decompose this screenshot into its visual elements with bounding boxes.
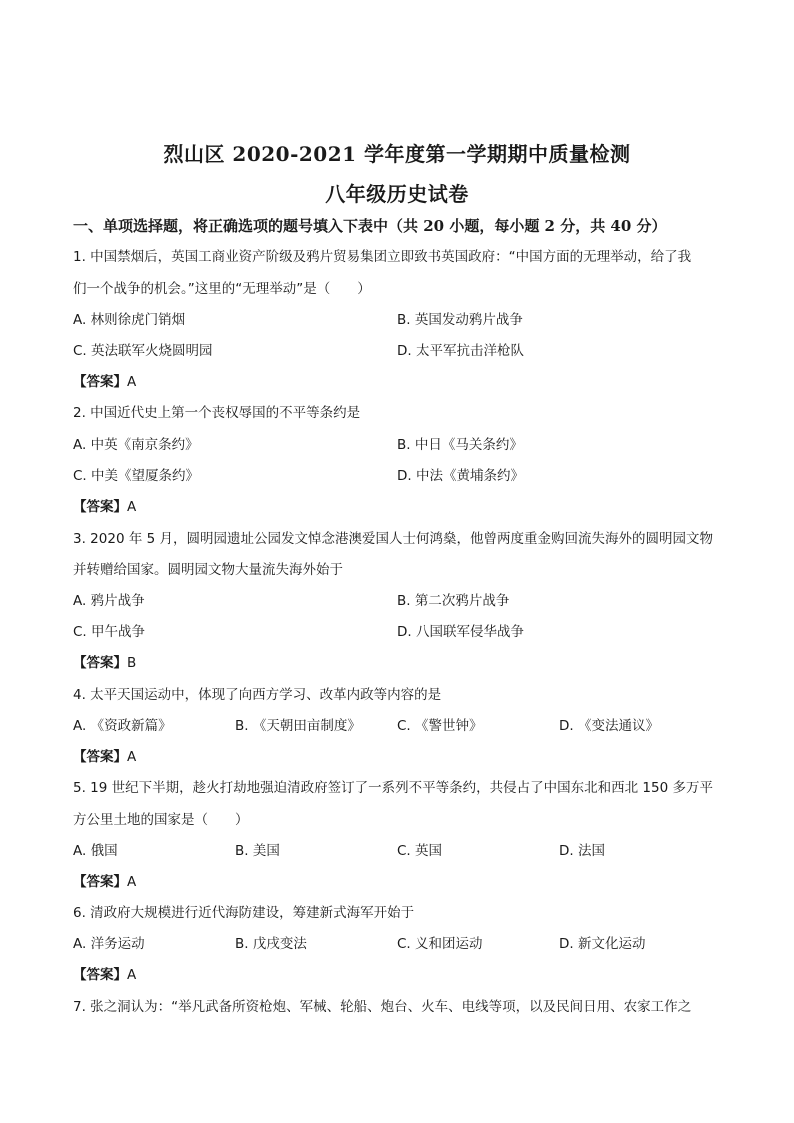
answer-label: 【答案】 [73, 749, 127, 765]
question-3-line-1: 3. 2020 年 5 月，圆明园遗址公园发文悼念港澳爱国人士何鸿燊，他曾两度重金购回流失海外的圆明园文物 [73, 531, 713, 547]
question-2-option-d: D. 中法《黄埔条约》 [397, 468, 524, 484]
exam-title: 烈山区 2020-2021 学年度第一学期期中质量检测 [163, 142, 631, 166]
question-4-option-c: C. 《警世钟》 [397, 718, 483, 734]
question-4-answer [73, 747, 136, 767]
question-6-answer [73, 965, 136, 985]
question-4-option-a: A. 《资政新篇》 [73, 718, 172, 734]
question-6-option-c: C. 义和团运动 [397, 936, 483, 952]
question-1-option-d: D. 太平军抗击洋枪队 [397, 343, 524, 359]
answer-value: A [127, 874, 137, 890]
question-1-option-c: C. 英法联军火烧圆明园 [73, 343, 213, 359]
question-3-option-a: A. 鸦片战争 [73, 593, 145, 609]
question-7-line-1: 7. 张之洞认为：“举凡武备所资枪炮、军械、轮船、炮台、火车、电线等项，以及民间日用、农家工作之 [73, 999, 692, 1015]
question-6-option-b: B. 戊戌变法 [235, 936, 307, 952]
question-2-option-a: A. 中英《南京条约》 [73, 437, 199, 453]
answer-label: 【答案】 [73, 655, 127, 671]
answer-label: 【答案】 [73, 874, 127, 890]
answer-value: B [127, 655, 137, 671]
section-heading: 一、单项选择题，将正确选项的题号填入下表中（共 20 小题，每小题 2 分，共 40 分） [73, 217, 667, 235]
answer-label: 【答案】 [73, 374, 127, 390]
answer-value: A [127, 374, 137, 390]
answer-value: A [127, 967, 137, 983]
question-2-line-1: 2. 中国近代史上第一个丧权辱国的不平等条约是 [73, 405, 361, 421]
question-3-line-2: 并转赠给国家。圆明园文物大量流失海外始于 [73, 562, 343, 578]
question-5-option-a: A. 俄国 [73, 843, 118, 859]
question-1-answer [73, 372, 136, 392]
question-1-line-2: 们一个战争的机会。”这里的“无理举动”是（ ） [73, 281, 371, 297]
answer-value: A [127, 749, 137, 765]
answer-value: A [127, 499, 137, 515]
question-1-line-1: 1. 中国禁烟后，英国工商业资产阶级及鸦片贸易集团立即致书英国政府：“中国方面的无理举动，给了我 [73, 249, 692, 265]
question-2-option-c: C. 中美《望厦条约》 [73, 468, 200, 484]
question-6-option-d: D. 新文化运动 [559, 936, 646, 952]
question-5-option-c: C. 英国 [397, 843, 443, 859]
question-5-line-1: 5. 19 世纪下半期，趁火打劫地强迫清政府签订了一系列不平等条约，共侵占了中国东北和西北 150 多万平 [73, 780, 713, 796]
question-4-option-b: B. 《天朝田亩制度》 [235, 718, 361, 734]
question-1-option-b: B. 英国发动鸦片战争 [397, 312, 523, 328]
question-2-option-b: B. 中日《马关条约》 [397, 437, 523, 453]
answer-label: 【答案】 [73, 967, 127, 983]
exam-subtitle: 八年级历史试卷 [325, 182, 469, 206]
question-4-option-d: D. 《变法通议》 [559, 718, 659, 734]
question-6-line-1: 6. 清政府大规模进行近代海防建设，筹建新式海军开始于 [73, 905, 415, 921]
question-3-option-b: B. 第二次鸦片战争 [397, 593, 510, 609]
question-3-answer [73, 653, 136, 673]
question-3-option-c: C. 甲午战争 [73, 624, 146, 640]
question-5-line-2: 方公里土地的国家是（ ） [73, 812, 249, 828]
answer-label: 【答案】 [73, 499, 127, 515]
question-3-option-d: D. 八国联军侵华战争 [397, 624, 524, 640]
question-2-answer [73, 497, 136, 517]
question-5-answer [73, 872, 136, 892]
question-6-option-a: A. 洋务运动 [73, 936, 145, 952]
question-1-option-a: A. 林则徐虎门销烟 [73, 312, 186, 328]
question-5-option-b: B. 美国 [235, 843, 280, 859]
question-4-line-1: 4. 太平天国运动中，体现了向西方学习、改革内政等内容的是 [73, 687, 442, 703]
question-5-option-d: D. 法国 [559, 843, 605, 859]
